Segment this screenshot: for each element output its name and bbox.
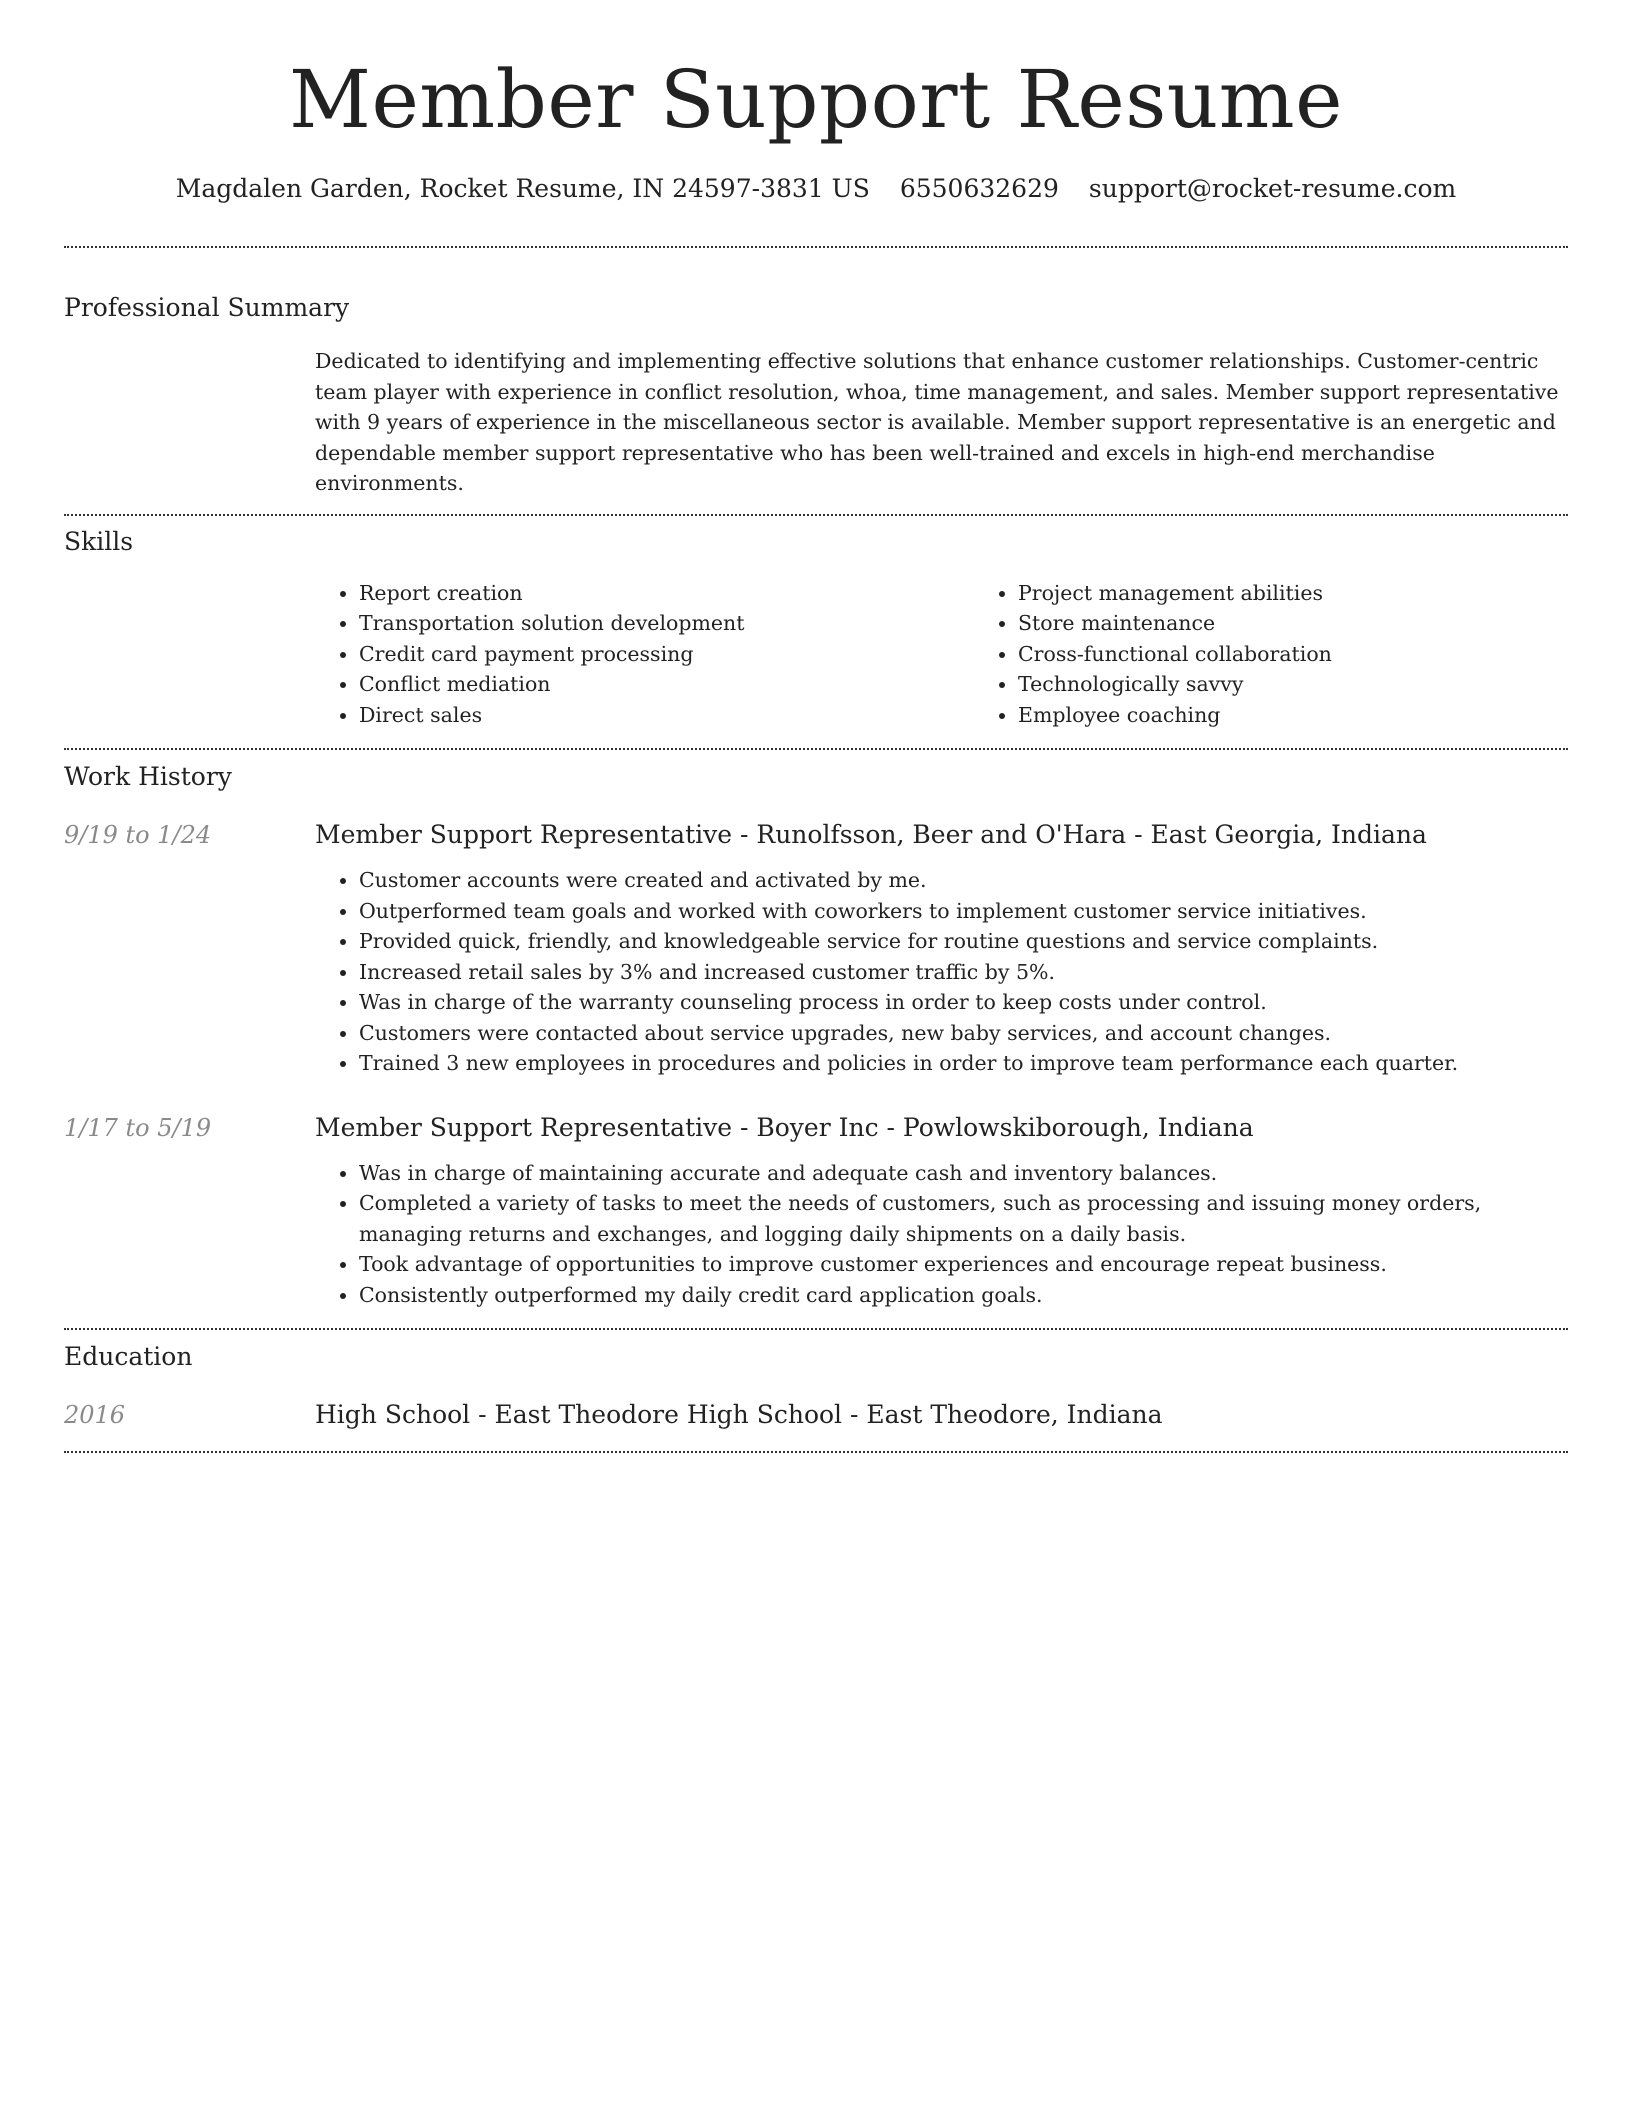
education-section (64, 1340, 1568, 1432)
education-body (315, 1398, 1568, 1432)
job-bullets (315, 1158, 1568, 1311)
skill-item: • Store maintenance (1018, 608, 1632, 639)
job-body (315, 1111, 1568, 1311)
job-bullet: • Increased retail sales by 3% and increased customer traffic by 5%. (359, 957, 1568, 988)
work-section (64, 760, 1568, 1310)
header-divider (64, 246, 1568, 248)
skill-item: • Cross-functional collaboration (1018, 639, 1632, 670)
job-entry (64, 1111, 1568, 1311)
job-entry (64, 818, 1568, 1079)
summary-body (315, 346, 1568, 499)
education-divider (64, 1451, 1568, 1453)
summary-heading: Professional Summary (64, 293, 350, 322)
education-heading: Education (64, 1342, 193, 1371)
job-bullet: • Took advantage of opportunities to improve customer experiences and encourage repeat business. (359, 1249, 1568, 1280)
job-title: Member Support Representative - Runolfsson, Beer and O'Hara - East Georgia, Indiana (315, 820, 1427, 849)
skill-item: • Conflict mediation (359, 669, 974, 700)
contact-address: Magdalen Garden, Rocket Resume, IN 24597-3831 US (175, 174, 870, 203)
summary-left-spacer (64, 346, 315, 499)
job-bullet: • Was in charge of the warranty counseling process in order to keep costs under control. (359, 987, 1568, 1018)
job-bullet: • Outperformed team goals and worked with coworkers to implement customer service initiatives. (359, 896, 1568, 927)
work-divider (64, 1328, 1568, 1330)
job-bullet: • Customers were contacted about service upgrades, new baby services, and account changes. (359, 1018, 1568, 1049)
skills-grid (315, 578, 1568, 731)
skill-item: • Transportation solution development (359, 608, 974, 639)
skills-heading: Skills (64, 526, 134, 556)
job-dates: 1/17 to 5/19 (64, 1113, 212, 1142)
skill-item: • Project management abilities (1018, 578, 1632, 609)
summary-section (64, 291, 1568, 499)
job-bullet: • Trained 3 new employees in procedures and policies in order to improve team performance each quarter. (359, 1048, 1568, 1079)
job-title: Member Support Representative - Boyer Inc - Powlowskiborough, Indiana (315, 1112, 1254, 1142)
job-bullet: • Consistently outperformed my daily credit card application goals. (359, 1280, 1568, 1311)
job-bullet: • Provided quick, friendly, and knowledgeable service for routine questions and service complaints. (359, 926, 1568, 957)
skills-divider (64, 748, 1568, 750)
education-entry (64, 1398, 1568, 1432)
skills-row (64, 578, 1568, 731)
skill-item: • Direct sales (359, 700, 974, 731)
job-dates: 9/19 to 1/24 (64, 821, 212, 849)
contact-phone: 6550632629 (899, 174, 1059, 203)
job-bullet: • Customer accounts were created and activated by me. (359, 865, 1568, 896)
skills-list-left (315, 578, 974, 731)
job-bullet: • Was in charge of maintaining accurate and adequate cash and inventory balances. (359, 1158, 1568, 1189)
education-title: High School - East Theodore High School - East Theodore, Indiana (315, 1400, 1163, 1429)
job-body (315, 818, 1568, 1079)
skill-item: • Credit card payment processing (359, 639, 974, 670)
skill-item: • Report creation (359, 578, 974, 609)
skill-item: • Technologically savvy (1018, 669, 1632, 700)
summary-divider (64, 514, 1568, 516)
work-heading: Work History (64, 762, 232, 791)
page-title: Member Support Resume (289, 53, 1343, 146)
education-year: 2016 (64, 1401, 126, 1429)
contact-line (64, 172, 1568, 206)
skill-item: • Employee coaching (1018, 700, 1632, 731)
summary-text: Dedicated to identifying and implementing effective solutions that enhance customer relationships. Customer-centric team player with experience in conflict resolution, whoa, time management, and sales. Member support representative with 9 years of experience in the miscellaneous sector is available. Member support representative is an energetic and dependable member support representative who has been well-trained and excels in high-end merchandise environments. (315, 349, 1559, 495)
skills-list-right (974, 578, 1632, 731)
summary-row (64, 346, 1568, 499)
job-bullet: • Completed a variety of tasks to meet the needs of customers, such as processing and issuing money orders, managing returns and exchanges, and logging daily shipments on a daily basis. (359, 1188, 1568, 1249)
skills-left-spacer (64, 578, 315, 731)
contact-email: support@rocket-resume.com (1088, 174, 1457, 203)
job-bullets (315, 865, 1568, 1079)
skills-section (64, 525, 1568, 731)
